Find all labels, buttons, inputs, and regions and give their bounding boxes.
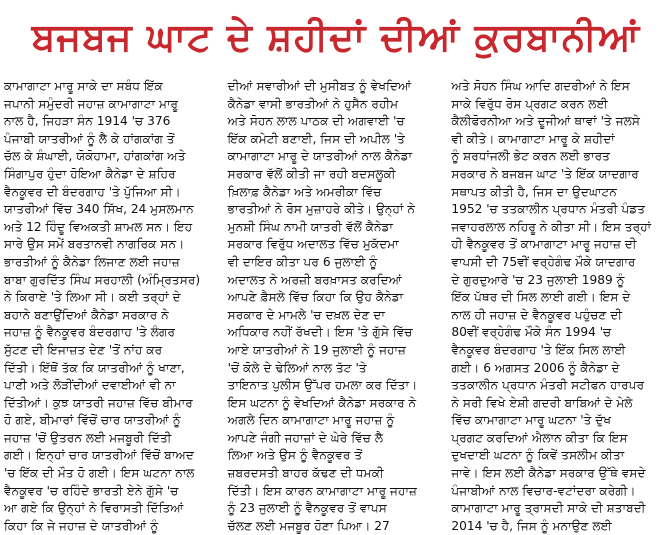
article-line: ਪੰਜਾਬੀਆਂ ਨਾਲ ਵਿਚਾਰ-ਵਟਾਂਦਰਾ ਕਰੇਗੀ। (451, 483, 636, 498)
article-line: ਦੁਖਦਾਈ ਘਟਨਾ ਨੂੰ ਕਿਵੇਂ ਤਸਲੀਮ ਕੀਤਾ (451, 448, 625, 463)
article-line: ਅਤੇ 12 ਹਿੰਦੂ ਵਿਅਕਤੀ ਸ਼ਾਮਲ ਸਨ। ਇਹ (4, 219, 193, 234)
article-line: ਜਵਾਹਰਲਾਲ ਨਹਿਰੂ ਨੇ ਕੀਤਾ ਸੀ। ਇਸ ਤਰ੍ਹਾਂ (451, 219, 652, 234)
article-line: ਸਰਕਾਰ ਵੱਲੋਂ ਕੀਤੀ ਜਾ ਰਹੀ ਬਦਸਲੂਕੀ (227, 166, 396, 181)
article-line: ਦਿੱਤੀਆਂ। ਕੁਝ ਯਾਤਰੀ ਜਹਾਜ਼ ਵਿੱਚ ਬੀਮਾਰ (4, 395, 193, 410)
article-line: ਇੱਕ ਪੱਥਰ ਦੀ ਸਿਲ ਲਾਈ ਗਈ। ਇਸ ਦੇ (451, 290, 631, 305)
article-line: ਕੈਨੇਡਾ ਵਾਸੀ ਭਾਰਤੀਆਂ ਨੇ ਹੁਸੈਨ ਰਹੀਮ (227, 96, 399, 111)
article-line: ਸਾਰੇ ਉਸ ਸਮੇਂ ਬਰਤਾਨਵੀ ਨਾਗਰਿਕ ਸਨ। (4, 237, 185, 252)
article-line: ਦੀਆਂ ਸਵਾਰੀਆਂ ਦੀ ਮੁਸੀਬਤ ਨੂੰ ਵੇਖਦਿਆਂ (227, 79, 412, 93)
article-line: 'ਚੋਂ ਕੋਲੇ ਦੇ ਢੇਲਿਆਂ ਨਾਲ ਤੱਟ 'ਤੇ (227, 360, 367, 375)
article-line: ਨਾਲ ਹੀ ਜਹਾਜ਼ ਦੇ ਵੈਨਕੂਵਰ ਪਹੁੰਚਣ ਦੀ (451, 307, 622, 322)
article-line: ਵੈਨਕੂਵਰ ਬੰਦਰਗਾਹ 'ਤੇ ਇੱਕ ਸਿਲ ਲਾਈ (451, 342, 626, 357)
article-line: ਵਾਪਸੀ ਦੀ 75ਵੀਂ ਵਰ੍ਹੇਗੰਢ ਮੌਕੇ ਯਾਦਗਾਰ (451, 254, 636, 269)
article-line: ਸਰਕਾਰ ਦੇ ਮਾਮਲੇ 'ਚ ਦਖ਼ਲ ਦੇਣ ਦਾ (227, 307, 385, 322)
article-line: ਨੇ ਸਰੀ ਵਿਖੇ ਏਸ਼ੀ ਗਦਰੀ ਬਾਬਿਆਂ ਦੇ ਮੇਲੇ (451, 395, 633, 410)
article-body (4, 78, 668, 533)
headline: ਬਜਬਜ ਘਾਟ ਦੇ ਸ਼ਹੀਦਾਂ ਦੀਆਂ ਕੁਰਬਾਨੀਆਂ (31, 15, 641, 59)
article-line: 80ਵੀਂ ਵਰ੍ਹੇਗੰਢ ਮੌਕੇ ਸੰਨ 1994 'ਚ (451, 325, 612, 340)
article-line: ਜਾਵੇ। ਇਸ ਲਈ ਕੈਨੇਡਾ ਸਰਕਾਰ ਉੱਥੇ ਵਸਦੇ (451, 466, 646, 481)
article-line: ਗਈ। ਇਨ੍ਹਾਂ ਚਾਰ ਯਾਤਰੀਆਂ ਵਿੱਚੋਂ ਬਾਅਦ (4, 448, 194, 463)
article-line: ਨੇ ਕਿਰਾਏ 'ਤੇ ਲਿਆ ਸੀ। ਕਈ ਤਰ੍ਹਾਂ ਦੇ (4, 290, 181, 305)
article-line: ਕਾਮਾਗਾਟਾ ਮਾਰੂ ਤ੍ਰਾਸਦੀ ਸਾਕੇ ਦੀ ਸ਼ਤਾਬਦੀ (451, 501, 646, 516)
article-line: ਸਿੰਗਾਪੁਰ ਹੁੰਦਾ ਹੋਇਆ ਕੈਨੇਡਾ ਦੇ ਸ਼ਹਿਰ (4, 166, 176, 181)
article-line: ਜਪਾਨੀ ਸਮੁੰਦਰੀ ਜਹਾਜ਼ ਕਾਮਾਗਾਟਾ ਮਾਰੂ (4, 96, 179, 111)
article-line: ਕਿਹਾ ਕਿ ਜੇ ਜਹਾਜ਼ ਦੇ ਯਾਤਰੀਆਂ ਨੂੰ (4, 518, 159, 533)
article-line: ਆਪਣੇ ਫ਼ੈਸਲੇ ਵਿੱਚ ਕਿਹਾ ਕਿ ਉਹ ਕੈਨੇਡਾ (227, 290, 404, 305)
article-line: ਜ਼ਬਰਦਸਤੀ ਬਾਹਰ ਕੱਢਣ ਦੀ ਧਮਕੀ (227, 466, 384, 481)
article-line: ਤਤਕਾਲੀਨ ਪ੍ਰਧਾਨ ਮੰਤਰੀ ਸਟੀਫਨ ਹਾਰਪਰ (451, 378, 645, 393)
article-line: ਅਦਾਲਤ ਨੇ ਅਰਜ਼ੀ ਬਰਖ਼ਾਸਤ ਕਰਦਿਆਂ (227, 272, 402, 287)
article-line: ਇਸ ਘਟਨਾ ਨੂੰ ਵੇਖਦਿਆਂ ਕੈਨੇਡਾ ਸਰਕਾਰ ਨੇ (227, 395, 417, 410)
article-line: ਦਿੱਤੀ। ਇਸ ਕਾਰਨ ਕਾਮਾਗਾਟਾ ਮਾਰੂ ਜਹਾਜ਼ (227, 483, 417, 498)
article-line: ਚੱਲ ਕੇ ਸ਼ੰਘਾਈ, ਯੋਕੋਹਾਮਾ, ਹਾਂਗਕਾਂਗ ਅਤੇ (4, 149, 186, 164)
article-line: ਵੀ ਕੀਤੇ। ਕਾਮਾਗਾਟਾ ਮਾਰੂ ਕੇ ਸ਼ਹੀਦਾਂ (451, 131, 615, 146)
article-line: ਸਾਕੇ ਵਿਰੁੱਧ ਰੋਸ ਪ੍ਰਗਟ ਕਰਨ ਲਈ (451, 96, 608, 111)
article-column-1 (4, 78, 221, 533)
article-line: ਆ ਗਏ ਕਿ ਉਨ੍ਹਾਂ ਨੇ ਵਿਰਾਸਤੀ ਦਿੱਤਿਆਂ (4, 501, 184, 516)
article-line: ਪਾਣੀ ਅਤੇ ਲੋੜੀਂਦੀਆਂ ਦਵਾਈਆਂ ਵੀ ਨਾ (4, 378, 176, 393)
article-line: ਮੁਨਸ਼ੀ ਸਿੰਘ ਨਾਮੀ ਯਾਤਰੀ ਵੱਲੋਂ ਕੈਨੇਡਾ (227, 219, 394, 234)
article-column-2 (227, 78, 445, 533)
article-line: ਨੂੰ ਸ਼ਰਧਾਂਜਲੀ ਭੇਟ ਕਰਨ ਲਈ ਭਾਰਤ (451, 149, 610, 164)
article-line: ਕੈਲੀਫੋਰਨੀਆ ਅਤੇ ਦੂਜੀਆਂ ਥਾਵਾਂ 'ਤੇ ਜਲਸੇ (451, 114, 641, 129)
article-line: ਵਿੱਚ ਕਾਮਾਗਾਟਾ ਮਾਰੂ ਘਟਨਾ 'ਤੇ ਦੁੱਖ (451, 413, 612, 428)
article-line: ਚੱਲਣ ਲਈ ਮਜਬੂਰ ਹੋਣਾ ਪਿਆ। 27 (227, 518, 390, 533)
article-line: ਸਰਕਾਰ ਵਿਰੁੱਧ ਅਦਾਲਤ ਵਿੱਚ ਮੁਕੱਦਮਾ (227, 237, 399, 252)
article-line: ਅਤੇ ਸੋਹਨ ਲਾਲ ਪਾਠਕ ਦੀ ਅਗਵਾਈ 'ਚ (227, 114, 405, 129)
article-line: ਅਧਿਕਾਰ ਨਹੀਂ ਰੱਖਦੀ। ਇਸ 'ਤੇ ਗੁੱਸੇ ਵਿੱਚ (227, 325, 413, 340)
article-line: ਸਥਾਪਤ ਕੀਤੀ ਹੈ, ਜਿਸ ਦਾ ਉਦਘਾਟਨ (451, 184, 617, 199)
article-line: 'ਚ ਇੱਕ ਦੀ ਮੌਤ ਹੋ ਗਈ। ਇਸ ਘਟਨਾ ਨਾਲ (4, 466, 195, 481)
article-line: ਭਾਰਤੀਆਂ ਨੂੰ ਕੈਨੇਡਾ ਲਿਜਾਣ ਲਈ ਜਹਾਜ਼ (4, 254, 180, 269)
article-line: ਆਏ ਯਾਤਰੀਆਂ ਨੇ 19 ਜੁਲਾਈ ਨੂੰ ਜਹਾਜ਼ (227, 342, 406, 357)
article-line: ਆਪਣੇ ਜੰਗੀ ਜਹਾਜ਼ਾਂ ਦੇ ਘੇਰੇ ਵਿੱਚ ਲੈ (227, 430, 384, 445)
article-line: ਭਾਰਤੀਆਂ ਨੇ ਰੋਸ ਮੁਜ਼ਾਹਰੇ ਕੀਤੇ। ਉਨ੍ਹਾਂ ਨੇ (227, 202, 415, 217)
article-line: ਪ੍ਰਗਟ ਕਰਦਿਆਂ ਐਲਾਨ ਕੀਤਾ ਕਿ ਇਸ (451, 430, 628, 445)
article-line: ਯਾਤਰੀਆਂ ਵਿੱਚ 340 ਸਿੱਖ, 24 ਮੁਸਲਮਾਨ (4, 202, 194, 217)
article-line: ਅਗਲੇ ਦਿਨ ਕਾਮਾਗਾਟਾ ਮਾਰੂ ਜਹਾਜ਼ ਨੂੰ (227, 413, 395, 428)
article-line: ਜਹਾਜ਼ ਨੂੰ ਵੈਨਕੂਵਰ ਬੰਦਰਗਾਹ 'ਤੇ ਲੰਗਰ (4, 325, 176, 340)
article-line: ਕਾਮਾਗਾਟਾ ਮਾਰੂ ਦੇ ਯਾਤਰੀਆਂ ਨਾਲ ਕੈਨੇਡਾ (227, 149, 413, 164)
article-line: ਬਹਾਨੇ ਬਣਾਉਂਦਿਆਂ ਕੈਨੇਡਾ ਸਰਕਾਰ ਨੇ (4, 307, 169, 322)
article-line: ਦੇ ਗੁਰਦੁਆਰੇ 'ਚ 23 ਜੁਲਾਈ 1989 ਨੂੰ (451, 272, 625, 287)
article-line: ਜਹਾਜ਼ 'ਚੋਂ ਉਤਰਨ ਲਈ ਮਜਬੂਰੀ ਦਿੱਤੀ (4, 430, 172, 445)
article-line: ਹੀ ਵੈਨਕੂਵਰ ਤੋਂ ਕਾਮਾਗਾਟਾ ਮਾਰੂ ਜਹਾਜ਼ ਦੀ (451, 237, 637, 252)
article-line: ਨੂੰ 23 ਜੁਲਾਈ ਨੂੰ ਵੈਨਕੂਵਰ ਤੋਂ ਵਾਪਸ (227, 501, 387, 516)
article-line: ਹੋ ਗਏ, ਬੀਮਾਰਾਂ ਵਿੱਚੋਂ ਚਾਰ ਯਾਤਰੀਆਂ ਨੂੰ (4, 413, 181, 428)
article-line: ਸੁੱਟਣ ਦੀ ਇਜਾਜ਼ਤ ਦੇਣ 'ਤੋਂ ਨਾਂਹ ਕਰ (4, 342, 163, 357)
article-line: ਵੈਨਕੂਵਰ 'ਚ ਰਹਿੰਦੇ ਭਾਰਤੀ ਏਨੇ ਗੁੱਸੇ 'ਚ (4, 483, 179, 498)
article-column-3 (451, 78, 668, 533)
article-line: 1952 'ਚ ਤਤਕਾਲੀਨ ਪ੍ਰਧਾਨ ਮੰਤਰੀ ਪੰਡਤ (451, 202, 646, 217)
article-line: ਅਤੇ ਸੋਹਨ ਸਿੰਘ ਆਦਿ ਗਦਰੀਆਂ ਨੇ ਇਸ (451, 79, 630, 93)
article-line: ਸਰਕਾਰ ਨੇ ਬਜਬਜ ਘਾਟ 'ਤੇ ਇੱਕ ਯਾਦਗਾਰ (451, 166, 639, 181)
article-line: ਖ਼ਿਲਾਫ਼ ਕੈਨੇਡਾ ਅਤੇ ਅਮਰੀਕਾ ਵਿੱਚ (227, 184, 382, 199)
article-line: 2014 'ਚ ਹੈ, ਜਿਸ ਨੂੰ ਮਨਾਉਣ ਲਈ (451, 518, 612, 533)
article-line: ਬਾਬਾ ਗੁਰਦਿੱਤ ਸਿੰਘ ਸਰਹਾਲੀ (ਅੰਮ੍ਰਿਤਸਰ) (4, 272, 201, 287)
article-line: ਗਈ। 6 ਅਗਸਤ 2006 ਨੂੰ ਕੈਨੇਡਾ ਦੇ (451, 360, 620, 375)
article-line: ਦਿੱਤੀ। ਇੱਥੋਂ ਤੱਕ ਕਿ ਯਾਤਰੀਆਂ ਨੂੰ ਖਾਣਾ, (4, 360, 185, 375)
article-line: ਇੱਕ ਕਮੇਟੀ ਬਣਾਈ, ਜਿਸ ਦੀ ਅਪੀਲ 'ਤੇ (227, 131, 405, 146)
article-line: ਪੰਜਾਬੀ ਯਾਤਰੀਆਂ ਨੂੰ ਲੈ ਕੇ ਹਾਂਗਕਾਂਗ ਤੋਂ (4, 131, 175, 146)
article-line: ਲਿਆ ਅਤੇ ਉਸ ਨੂੰ ਵੈਨਕੂਵਰ ਤੋਂ (227, 448, 363, 463)
article-line: ਵੀ ਦਾਇਰ ਕੀਤਾ ਪਰ 6 ਜੁਲਾਈ ਨੂੰ (227, 254, 378, 269)
article-line: ਕਾਮਾਗਾਟਾ ਮਾਰੂ ਸਾਕੇ ਦਾ ਸਬੰਧ ਇੱਕ (4, 79, 163, 93)
article-line: ਨਾਲ ਹੈ, ਜਿਹੜਾ ਸੰਨ 1914 'ਚ 376 (4, 114, 171, 129)
article-line: ਤਾਇਨਾਤ ਪੁਲੀਸ ਉੱਪਰ ਹਮਲਾ ਕਰ ਦਿੱਤਾ। (227, 378, 418, 393)
article-line: ਵੈਨਕੂਵਰ ਦੀ ਬੰਦਰਗਾਹ 'ਤੇ ਪੁੱਜਿਆ ਸੀ। (4, 184, 181, 199)
